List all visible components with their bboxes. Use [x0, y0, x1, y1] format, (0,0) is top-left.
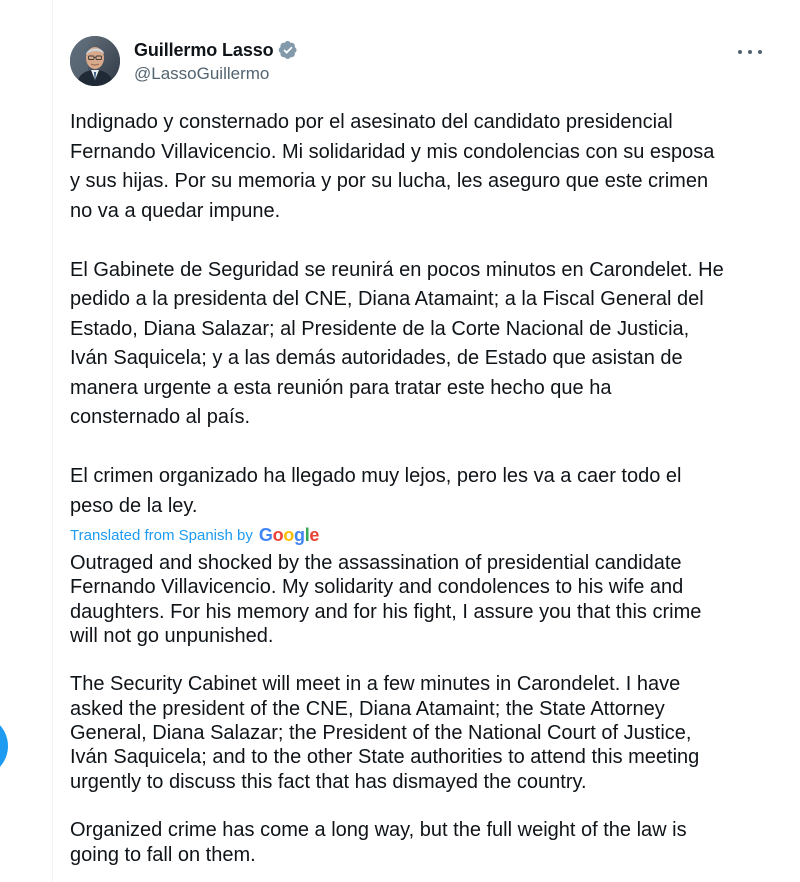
display-name[interactable]: Guillermo Lasso — [134, 39, 274, 60]
original-paragraph: El crimen organizado ha llegado muy lejos, pero les va a caer todo el peso de la ley. — [70, 465, 682, 517]
column-divider — [52, 0, 53, 882]
translation-attribution — [70, 521, 778, 549]
user-info — [134, 38, 298, 84]
user-handle[interactable]: @LassoGuillermo — [134, 64, 270, 83]
tweet-body — [70, 108, 778, 867]
translation-label[interactable]: Translated from Spanish by — [70, 526, 253, 544]
avatar[interactable] — [70, 36, 120, 86]
translated-paragraph: Outraged and shocked by the assassination of presidential candidate Fernando Villavicencio. My solidarity and condolences to his wife and daughters. For his memory and for his fight, I assure you that this crime will not go unpunished. — [70, 552, 702, 647]
original-paragraph: Indignado y consternado por el asesinato del candidato presidencial Fernando Villavicencio. Mi solidaridad y mis condolencias con su esposa y sus hijas. Por su memoria y por su lucha, les aseguro que este crimen no va a quedar impune. — [70, 111, 715, 222]
original-paragraph: El Gabinete de Seguridad se reunirá en pocos minutos en Carondelet. He pedido a la presidenta del CNE, Diana Atamaint; a la Fiscal General del Estado, Diana Salazar; al Presidente de la Corte Nacional de Justicia, Iván Saquicela; y a las demás autoridades, de Estado que asistan de manera urgente a esta reunión para tratar este hecho que ha consternado al país. — [70, 258, 724, 428]
floating-action-button[interactable] — [0, 715, 8, 777]
more-dot — [758, 50, 762, 54]
more-dot — [738, 50, 742, 54]
google-logo: Google — [258, 524, 320, 545]
tweet-header — [70, 36, 780, 88]
more-dot — [748, 50, 752, 54]
name-row — [134, 38, 298, 62]
verified-badge-icon[interactable] — [278, 40, 298, 60]
translated-paragraph: Organized crime has come a long way, but the full weight of the law is going to fall on them. — [70, 819, 687, 866]
translated-paragraph: The Security Cabinet will meet in a few minutes in Carondelet. I have asked the president of the CNE, Diana Atamaint; the State Attorney General, Diana Salazar; the President of the National Court of Justice, Iván Saquicela; and to the other State authorities to attend this meeting urgently to discuss this fact that has dismayed the country. — [70, 673, 700, 793]
more-horizontal-icon[interactable] — [738, 42, 762, 62]
